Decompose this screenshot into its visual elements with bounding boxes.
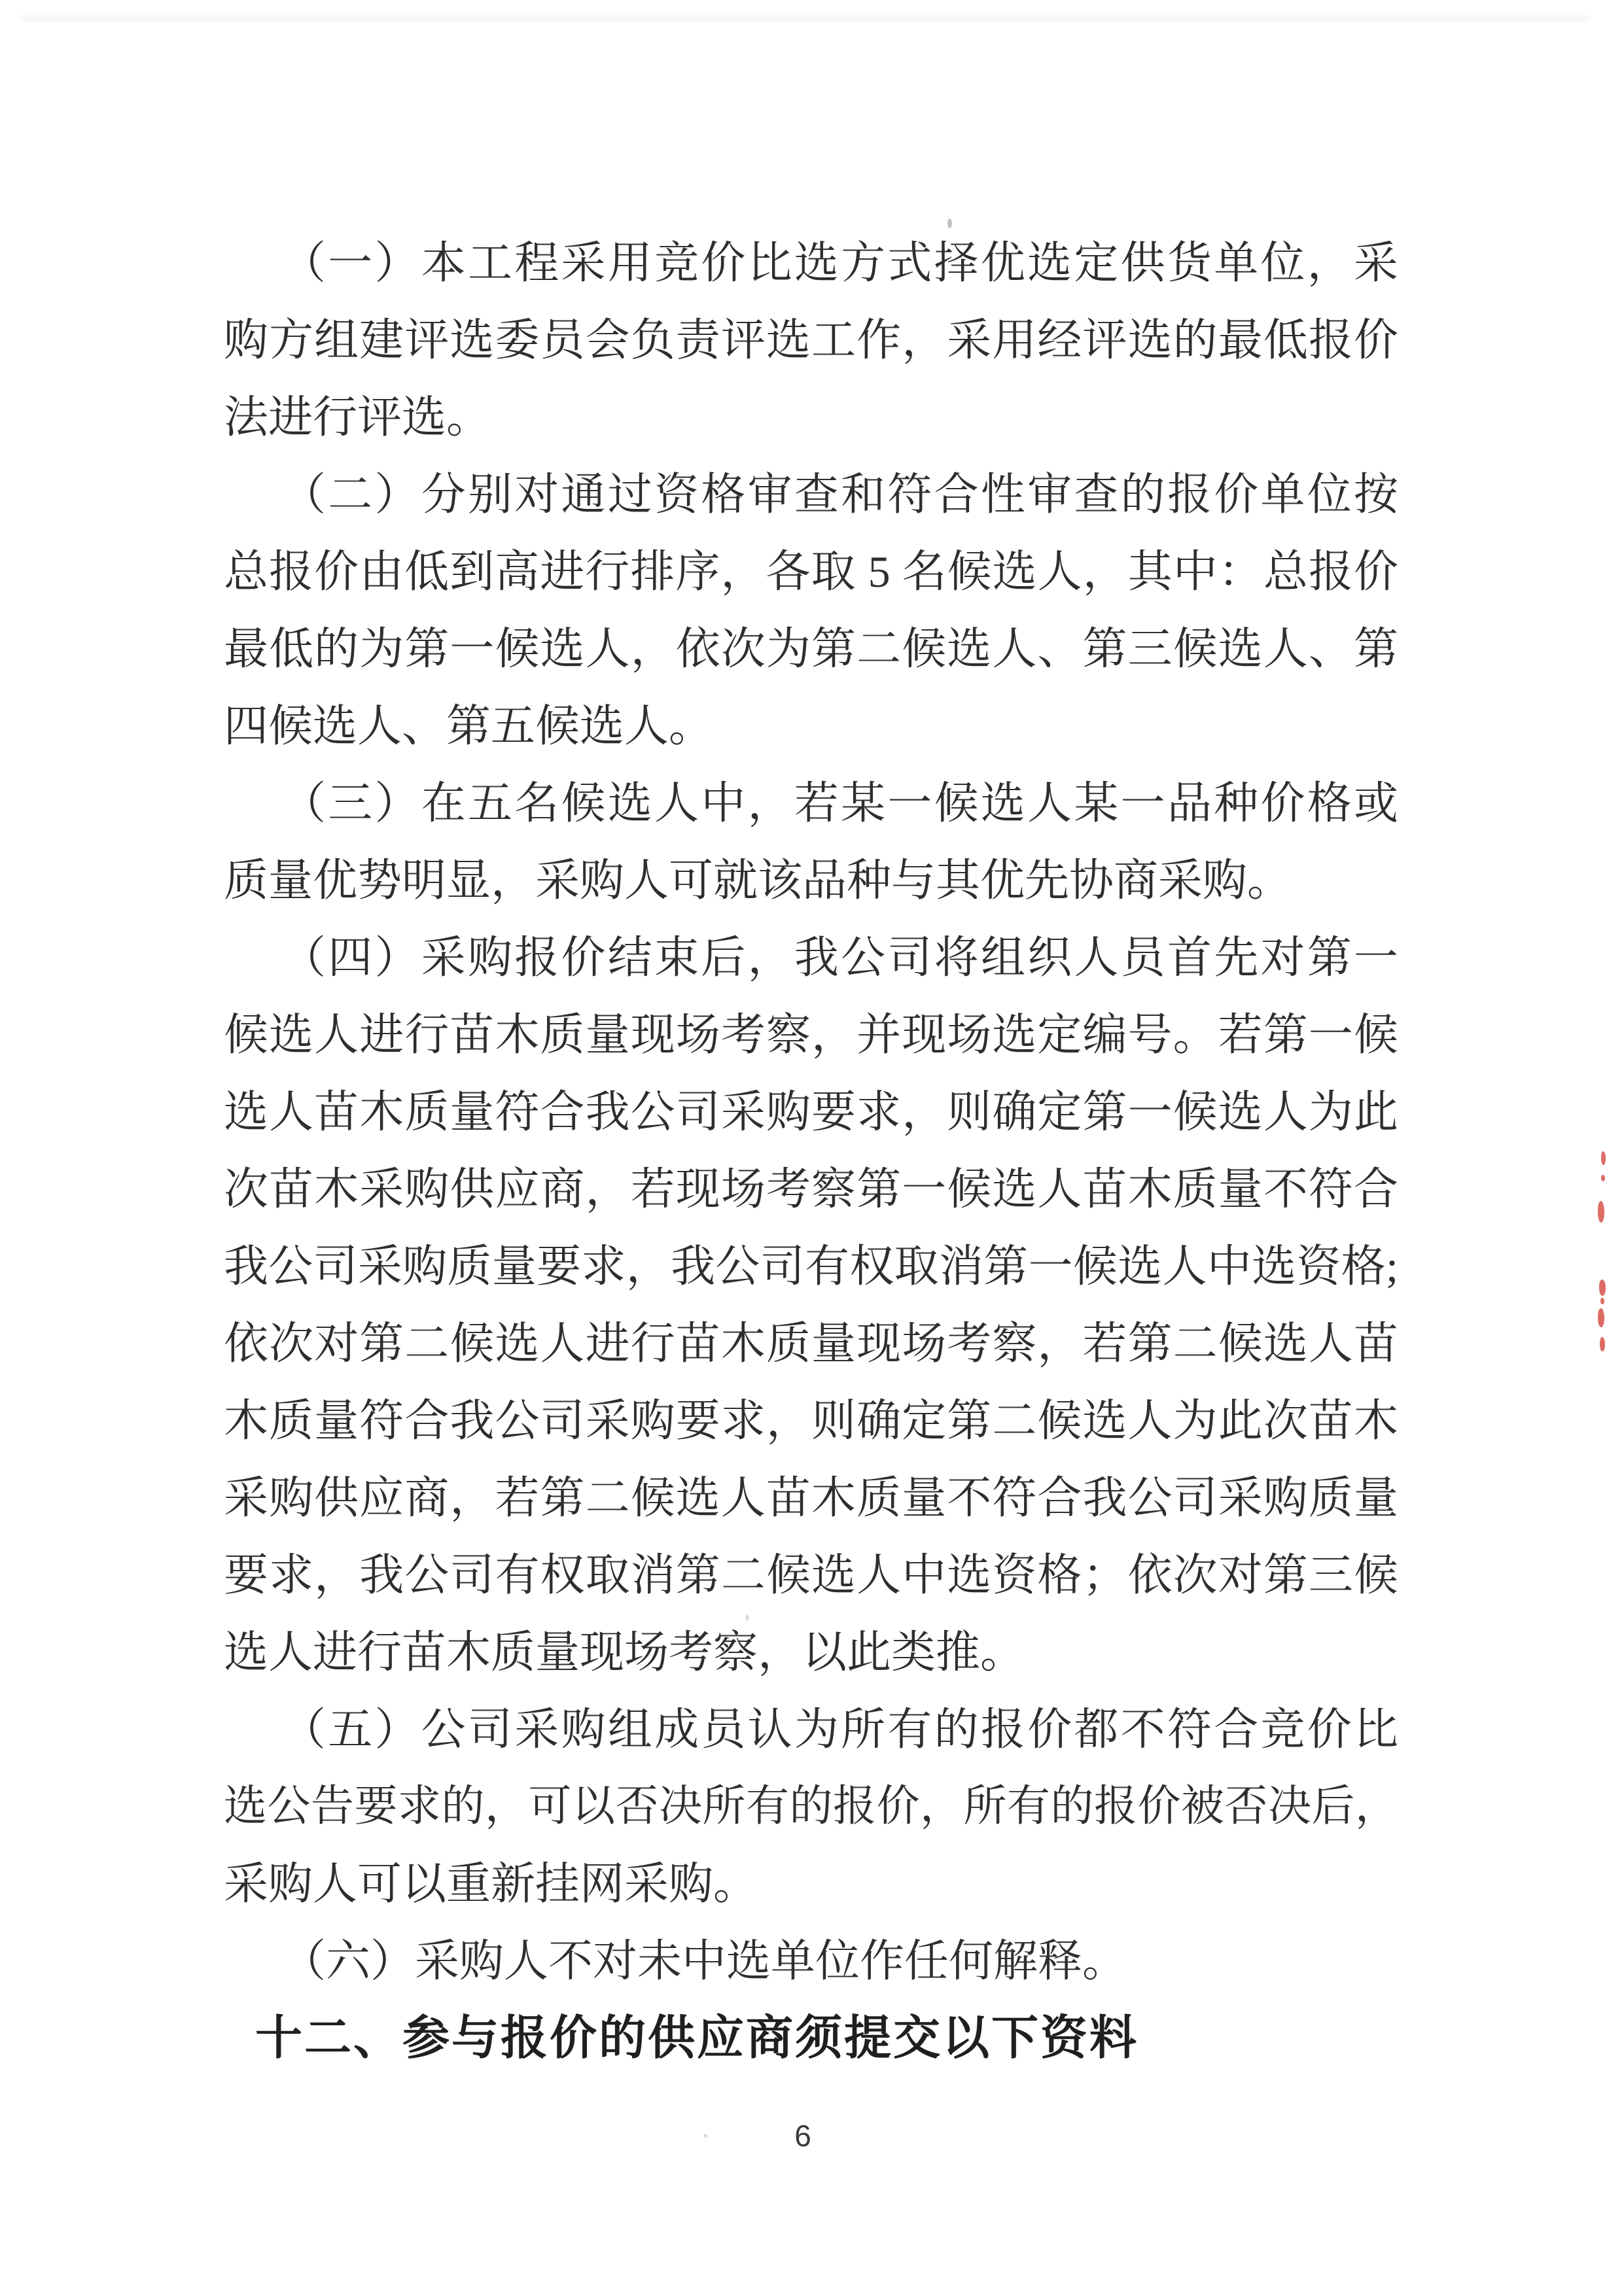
seal-fragment-4 bbox=[1599, 1279, 1606, 1296]
line-16: 木质量符合我公司采购要求，则确定第二候选人为此次苗木 bbox=[224, 1396, 1398, 1446]
line-19: 选人进行苗木质量现场考察，以此类推。 bbox=[224, 1627, 1025, 1677]
line-6: 最低的为第一候选人，依次为第二候选人、第三候选人、第 bbox=[224, 624, 1398, 674]
line-9: 质量优势明显，采购人可就该品种与其优先协商采购。 bbox=[224, 856, 1292, 905]
line-22: 采购人可以重新挂网采购。 bbox=[224, 1859, 758, 1909]
line-2: 购方组建评选委员会负责评选工作，采用经评选的最低报价 bbox=[224, 315, 1398, 365]
scan-noise-speck bbox=[947, 218, 952, 228]
line-20: （五）公司采购组成员认为所有的报价都不符合竞价比 bbox=[281, 1705, 1398, 1754]
seal-fragment-3 bbox=[1598, 1201, 1604, 1223]
page-number: 6 bbox=[794, 2119, 811, 2153]
line-13: 次苗木采购供应商，若现场考察第一候选人苗木质量不符合 bbox=[224, 1164, 1398, 1214]
line-7: 四候选人、第五候选人。 bbox=[224, 701, 714, 751]
line-11: 候选人进行苗木质量现场考察，并现场选定编号。若第一候 bbox=[224, 1010, 1398, 1060]
line-18: 要求，我公司有权取消第二候选人中选资格；依次对第三候 bbox=[224, 1550, 1398, 1600]
seal-fragment-6 bbox=[1598, 1308, 1604, 1327]
line-3: 法进行评选。 bbox=[224, 392, 491, 442]
line-1: （一）本工程采用竞价比选方式择优选定供货单位，采 bbox=[281, 238, 1398, 288]
line-12: 选人苗木质量符合我公司采购要求，则确定第一候选人为此 bbox=[224, 1087, 1398, 1137]
seal-fragment-1 bbox=[1601, 1151, 1606, 1165]
line-4: （二）分别对通过资格审查和符合性审查的报价单位按 bbox=[281, 470, 1398, 519]
line-23: （六）采购人不对未中选单位作任何解释。 bbox=[281, 1936, 1127, 1986]
line-17: 采购供应商，若第二候选人苗木质量不符合我公司采购质量 bbox=[224, 1473, 1398, 1523]
line-10: （四）采购报价结束后，我公司将组织人员首先对第一 bbox=[281, 933, 1398, 983]
line-14: 我公司采购质量要求，我公司有权取消第一候选人中选资格; bbox=[224, 1242, 1398, 1291]
line-21: 选公告要求的，可以否决所有的报价，所有的报价被否决后， bbox=[224, 1783, 1398, 1830]
section-heading: 十二、参与报价的供应商须提交以下资料 bbox=[255, 2012, 1139, 2064]
line-8: （三）在五名候选人中，若某一候选人某一品种价格或 bbox=[281, 778, 1398, 828]
line-15: 依次对第二候选人进行苗木质量现场考察，若第二候选人苗 bbox=[224, 1319, 1398, 1368]
scan-noise-speck bbox=[704, 2134, 707, 2138]
seal-fragment-2 bbox=[1601, 1175, 1605, 1181]
scan-noise-speck bbox=[746, 1614, 749, 1621]
line-5: 总报价由低到高进行排序，各取 5 名候选人，其中：总报价 bbox=[224, 547, 1398, 597]
seal-fragment-7 bbox=[1600, 1337, 1605, 1351]
seal-fragment-5 bbox=[1600, 1298, 1604, 1304]
